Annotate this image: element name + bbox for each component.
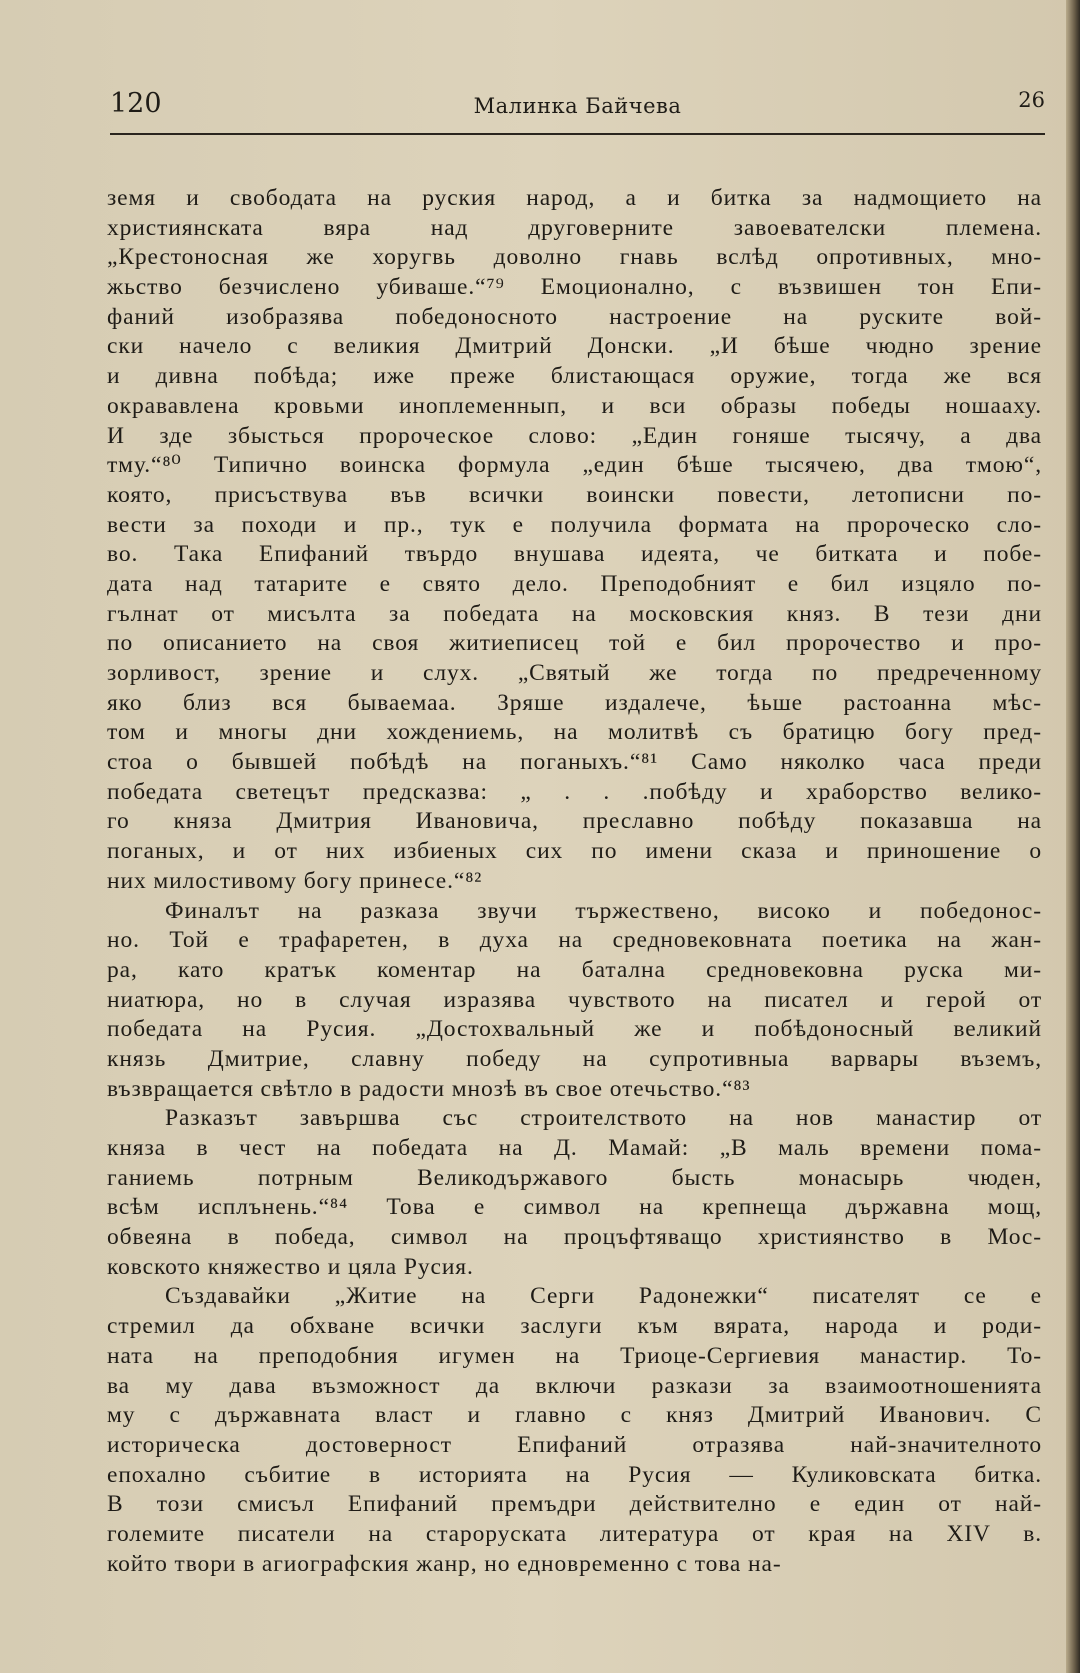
text-line: Създавайки „Житие на Серги Радонежки“ писателят се е: [165, 1283, 1042, 1310]
text-line: тму.“⁸⁰ Типично воинска формула „един бѣше тысячею, два тмою“,: [107, 452, 1042, 479]
text-line: вести за походи и пр., тук е получила формата на пророческо сло-: [107, 511, 1042, 538]
text-line: дата над татарите е свято дело. Преподобният е бил изцяло по-: [107, 570, 1042, 597]
header-rule: [110, 133, 1045, 135]
text-line: ниатюра, но в случая изразява чувството на писател и герой от: [107, 986, 1042, 1013]
text-line: княза в чест на победата на Д. Мамай: „В маль времени пома-: [107, 1135, 1042, 1161]
text-line: която, присъствува във всички воински повести, летописни по-: [107, 481, 1042, 508]
text-line: по описанието на своя житиеписец той е бил пророчество и про-: [107, 630, 1042, 657]
text-line: победата светецът предсказва: „ . . .побѣду и храборство велико-: [107, 778, 1042, 805]
text-line: яко близ вся бываемаа. Зряше издалече, ѣьше растоанна мѣс-: [107, 689, 1042, 716]
text-line: князь Дмитрие, славну победу на супротивныа варвары въземъ,: [107, 1045, 1042, 1072]
paragraph: [107, 1104, 1042, 1282]
text-line: големите писатели на староруската литература от края на XIV в.: [107, 1520, 1042, 1547]
text-line: и дивна побѣда; иже преже блистающася оружие, тогда же вся: [107, 363, 1042, 390]
text-line: жьство безчислено убиваше.“⁷⁹ Емоционално, с възвишен тон Епи-: [107, 274, 1042, 301]
text-line: възвращается свѣтло в радости мнозѣ въ свое отечьство.“⁸³: [107, 1075, 751, 1102]
text-line: обвеяна в победа, символ на процъфтяващо християнство в Мос-: [107, 1224, 1042, 1251]
text-line: них милостивому богу принесе.“⁸²: [107, 867, 483, 894]
text-line: победата на Русия. „Достохвальный же и побѣдоносный великий: [107, 1016, 1042, 1043]
text-line: ва му дава възможност да включи разкази за взаимоотношенията: [107, 1372, 1042, 1399]
page-number: 120: [110, 88, 162, 119]
text-line: гълнат от мисълта за победата на московския княз. В тези дни: [107, 600, 1042, 627]
text-line: земя и свободата на руския народ, а и битка за надмощието на: [107, 185, 1042, 211]
paragraph: [107, 184, 1042, 897]
page-edge-shadow: [1066, 0, 1080, 1673]
text-line: историческа достоверност Епифаний отразява най-значителното: [107, 1431, 1042, 1458]
text-line: Разказът завършва със строителството на нов манастир от: [165, 1105, 1042, 1132]
text-line: во. Така Епифаний твърдо внушава идеята, че битката и побе-: [107, 541, 1042, 568]
text-line: стоа о бывшей побѣдѣ на поганыхъ.“⁸¹ Само няколко часа преди: [107, 749, 1042, 776]
paragraph: [107, 897, 1042, 1105]
text-line: християнската вяра над друговерните завоевателски племена.: [107, 214, 1042, 241]
text-line: окрававлена кровьми иноплеменнып, и вси образы победы ношааху.: [107, 392, 1042, 419]
text-line: „Крестоносная же хоругвь доволно гнавь вслѣд опротивных, мно-: [107, 244, 1042, 271]
text-line: ски начело с великия Дмитрий Донски. „И бѣше чюдно зрение: [107, 333, 1042, 360]
text-line: И зде збысться пророческое слово: „Един гоняше тысячу, а два: [107, 422, 1042, 449]
text-line: ната на преподобния игумен на Триоце-Сергиевия манастир. То-: [107, 1342, 1042, 1369]
paragraph: [107, 1282, 1042, 1579]
text-line: стремил да обхване всички заслуги към вярата, народа и роди-: [107, 1313, 1042, 1340]
text-line: зорливост, зрение и слух. „Святый же тогда по предреченному: [107, 660, 1042, 686]
text-line: но. Той е трафаретен, в духа на средновековната поетика на жан-: [107, 927, 1042, 954]
body-text: [107, 184, 1042, 1579]
text-line: който твори в агиографския жанр, но едновременно с това на-: [107, 1550, 782, 1577]
text-line: том и многы дни хождениемь, на молитвѣ съ братицю богу пред-: [107, 719, 1042, 746]
text-line: В този смисъл Епифаний премъдри действително е един от най-: [107, 1491, 1042, 1518]
signature-mark: 26: [1018, 88, 1045, 112]
text-line: ковското княжество и цяла Русия.: [107, 1253, 474, 1280]
running-header: [110, 88, 1045, 128]
text-line: поганых, и от них избиеных сих по имени сказа и приношение о: [107, 838, 1042, 865]
running-title: Малинка Байчева: [473, 94, 682, 118]
text-line: фаний изобразява победоносното настроение на руските вой-: [107, 303, 1042, 330]
text-line: му с държавната власт и главно с княз Дмитрий Иванович. С: [107, 1402, 1042, 1429]
text-line: го княза Дмитрия Ивановича, преславно побѣду показавша на: [107, 808, 1042, 835]
text-line: всѣм исплънень.“⁸⁴ Това е символ на крепнеща държавна мощ,: [107, 1194, 1042, 1221]
text-line: Финалът на разказа звучи тържествено, високо и победонос-: [165, 897, 1042, 924]
text-line: ра, като кратък коментар на батална средновековна руска ми-: [107, 956, 1042, 983]
text-line: ганиемь потрным Великодържавого бысть монасырь чюден,: [107, 1164, 1042, 1191]
text-line: епохално събитие в историята на Русия — Куликовската битка.: [107, 1461, 1042, 1488]
